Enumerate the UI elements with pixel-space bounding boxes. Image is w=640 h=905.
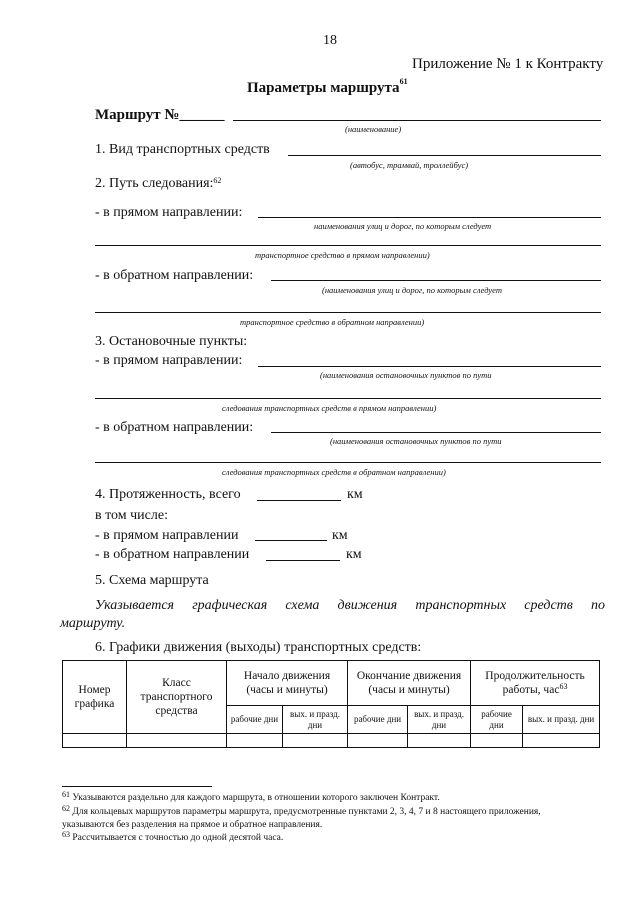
table-cell[interactable]: [348, 734, 408, 748]
path-label: 2. Путь следования:$^{62}$: [95, 176, 222, 191]
length-total-label: 4. Протяженность, всего: [95, 487, 241, 502]
header-vehicle-class: Класс транспортного средства: [127, 661, 227, 734]
path-forward-hint-2: транспортное средство в прямом направлении): [255, 250, 430, 260]
length-total-unit: км: [347, 487, 363, 502]
table-cell[interactable]: [63, 734, 127, 748]
path-forward-label: - в прямом направлении:: [95, 205, 243, 220]
footnote-62: $^{62}$ Для кольцевых маршрутов параметры маршрута, предусмотренные пунктами 2, 3, 4, 7 и 8 настоящего приложения,: [62, 804, 541, 817]
path-backward-line[interactable]: [271, 280, 601, 281]
stops-backward-hint: (наименования остановочных пунктов по пути: [330, 436, 502, 446]
table-cell[interactable]: [127, 734, 227, 748]
vehicle-type-hint: (автобус, трамвай, троллейбус): [350, 160, 469, 170]
path-backward-line-2[interactable]: [95, 312, 601, 313]
stops-backward-label: - в обратном направлении:: [95, 420, 254, 435]
table-cell[interactable]: [227, 734, 283, 748]
header-schedule-number: Номер графика: [63, 661, 127, 734]
table-cell[interactable]: [408, 734, 471, 748]
path-backward-label: - в обратном направлении:: [95, 268, 254, 283]
path-forward-line-2[interactable]: [95, 245, 601, 246]
length-backward-line[interactable]: [266, 560, 340, 561]
route-label: Маршрут №______: [95, 107, 225, 123]
header-duration: Продолжительность работы, час$^{63}$: [471, 661, 600, 706]
stops-backward-line[interactable]: [271, 432, 601, 433]
footnote-separator: [62, 786, 212, 787]
path-backward-hint: (наименования улиц и дорог, по которым следует: [322, 285, 502, 295]
footnote-61: $^{61}$ Указываются раздельно для каждого маршрута, в отношении которого заключен Контракт.: [62, 790, 440, 803]
length-total-line[interactable]: [257, 500, 341, 501]
page-title: Параметры маршрута$^{61}$: [247, 77, 408, 96]
header-end-workdays: рабочие дни: [348, 706, 408, 734]
vehicle-type-line[interactable]: [288, 155, 601, 156]
table-cell[interactable]: [283, 734, 348, 748]
stops-label: 3. Остановочные пункты:: [95, 334, 248, 349]
stops-forward-line-2[interactable]: [95, 398, 601, 399]
table-cell[interactable]: [471, 734, 523, 748]
header-start-workdays: рабочие дни: [227, 706, 283, 734]
length-forward-line[interactable]: [255, 540, 327, 541]
header-duration-workdays: рабочие дни: [471, 706, 523, 734]
appendix-label: Приложение № 1 к Контракту: [412, 56, 604, 72]
route-scheme-label: 5. Схема маршрута: [95, 573, 209, 588]
stops-forward-line[interactable]: [258, 366, 601, 367]
stops-forward-hint-2: следования транспортных средств в прямом направлении): [222, 403, 437, 413]
schedules-table: [62, 660, 600, 748]
footnote-62-cont: указываются без разделения на прямое и обратное направления.: [62, 820, 323, 830]
table-row: [63, 734, 600, 748]
length-backward-unit: км: [346, 547, 362, 562]
page-number: 18: [323, 33, 337, 48]
length-including-label: в том числе:: [95, 508, 168, 523]
vehicle-type-label: 1. Вид транспортных средств: [95, 142, 270, 157]
schedules-label: 6. Графики движения (выходы) транспортных средств:: [95, 640, 422, 655]
stops-forward-hint: (наименования остановочных пунктов по пути: [320, 370, 492, 380]
header-duration-holidays: вых. и празд. дни: [523, 706, 600, 734]
length-forward-label: - в прямом направлении: [95, 528, 239, 543]
length-backward-label: - в обратном направлении: [95, 547, 250, 562]
stops-backward-hint-2: следования транспортных средств в обратном направлении): [222, 467, 446, 477]
path-backward-hint-2: транспортное средство в обратном направлении): [240, 317, 425, 327]
header-end-time: Окончание движения (часы и минуты): [348, 661, 471, 706]
route-name-line[interactable]: [233, 120, 601, 121]
header-end-holidays: вых. и празд. дни: [408, 706, 471, 734]
table-cell[interactable]: [523, 734, 600, 748]
stops-backward-line-2[interactable]: [95, 462, 601, 463]
route-scheme-note-2: маршруту.: [60, 616, 126, 631]
header-start-time: Начало движения (часы и минуты): [227, 661, 348, 706]
path-forward-line[interactable]: [258, 217, 601, 218]
path-forward-hint: наименования улиц и дорог, по которым следует: [314, 221, 492, 231]
length-forward-unit: км: [332, 528, 348, 543]
footnote-63: $^{63}$ Рассчитывается с точностью до одной десятой часа.: [62, 830, 284, 843]
header-start-holidays: вых. и празд. дни: [283, 706, 348, 734]
route-scheme-note: Указывается графическая схема движения транспортных средств по: [95, 598, 605, 613]
route-name-hint: (наименование): [345, 124, 402, 134]
stops-forward-label: - в прямом направлении:: [95, 353, 243, 368]
